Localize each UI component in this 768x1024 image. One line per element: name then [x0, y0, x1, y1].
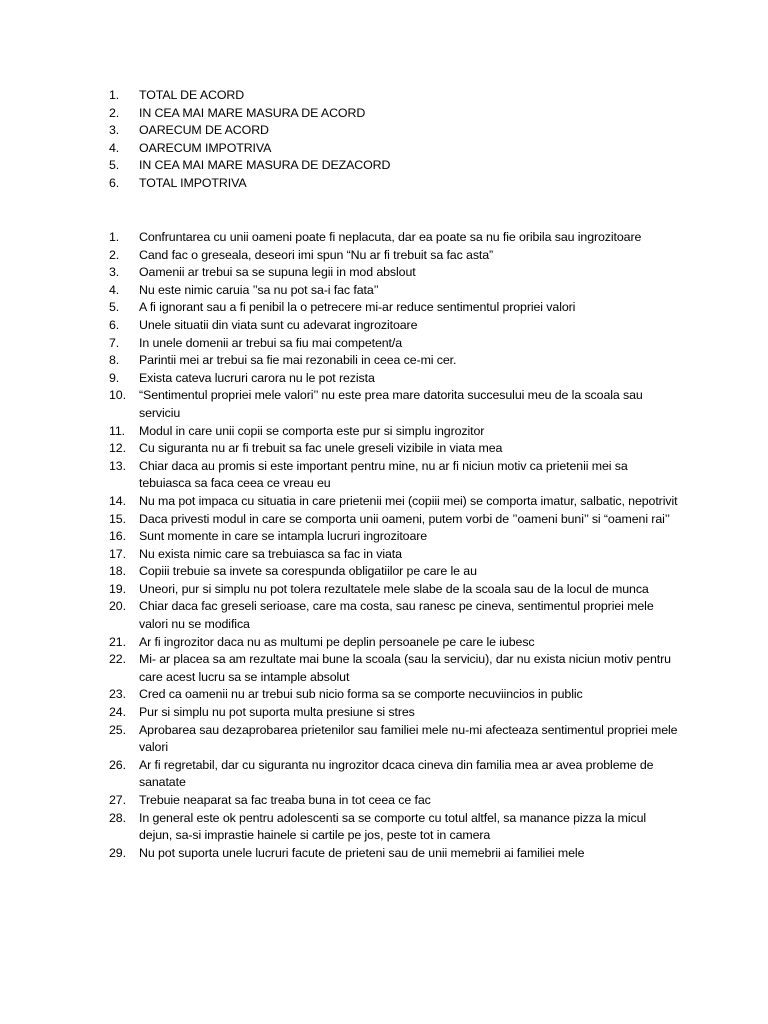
- statement-item: [0, 511, 679, 529]
- item-text: Pur si simplu nu pot suporta multa presiune si stres: [139, 705, 415, 720]
- item-text: Nu pot suporta unele lucruri facute de prieteni sau de unii memebrii ai familiei mele: [139, 845, 585, 860]
- item-number: 6.: [109, 175, 120, 190]
- item-number: 5.: [109, 158, 120, 173]
- statement-item: [0, 247, 679, 265]
- item-text: Cand fac o greseala, deseori imi spun “Nu ar fi trebuit sa fac asta”: [139, 247, 494, 262]
- item-number: 1.: [109, 88, 120, 102]
- scale-option: [0, 87, 679, 105]
- item-text: Modul in care unii copii se comporta este pur si simplu ingrozitor: [139, 423, 485, 438]
- item-number: 4.: [109, 140, 120, 155]
- statement-item: [0, 722, 679, 757]
- statement-item: [0, 229, 679, 247]
- item-text: Unele situatii din viata sunt cu adevarat ingrozitoare: [139, 317, 418, 332]
- item-text: IN CEA MAI MARE MASURA DE ACORD: [139, 105, 366, 120]
- statement-item: [0, 370, 679, 388]
- item-number: 13.: [109, 458, 126, 473]
- item-text: Ar fi ingrozitor daca nu as multumi pe deplin persoanele pe care le iubesc: [139, 634, 535, 649]
- item-text: Aprobarea sau dezaprobarea prietenilor sau familiei mele nu-mi afecteaza sentimentul propriei mele valori: [139, 722, 678, 755]
- statement-item: [0, 845, 679, 863]
- statement-item: [0, 581, 679, 599]
- scale-option: [0, 140, 679, 158]
- item-text: In general este ok pentru adolescenti sa se comporte cu totul altfel, sa manance pizza la micul dejun, sa-si imprastie hainele si cartile pe jos, peste tot in camera: [139, 810, 647, 843]
- item-number: 27.: [109, 793, 126, 807]
- statement-item: [0, 423, 679, 441]
- item-number: 9.: [109, 370, 120, 385]
- item-number: 2.: [109, 247, 120, 262]
- statements-list: [0, 229, 679, 862]
- item-text: TOTAL IMPOTRIVA: [139, 175, 247, 190]
- item-number: 28.: [109, 810, 126, 825]
- item-text: Exista cateva lucruri carora nu le pot rezista: [139, 370, 375, 385]
- item-number: 4.: [109, 282, 120, 297]
- item-number: 21.: [109, 634, 126, 649]
- scale-option: [0, 105, 679, 123]
- statement-item: [0, 335, 679, 353]
- scale-option: [0, 122, 679, 140]
- statement-item: [0, 792, 679, 810]
- item-text: Trebuie neaparat sa fac treaba buna in tot ceea ce fac: [139, 793, 431, 807]
- item-number: 12.: [109, 441, 126, 456]
- item-text: Nu este nimic caruia ’’sa nu pot sa-i fac fata’’: [139, 282, 379, 297]
- item-text: Parintii mei ar trebui sa fie mai rezonabili in ceea ce-mi cer.: [139, 353, 457, 368]
- scale-option: [0, 175, 679, 193]
- statement-item: [0, 810, 679, 845]
- statement-item: [0, 634, 679, 652]
- statement-item: [0, 493, 679, 511]
- statement-item: [0, 264, 679, 282]
- item-text: Daca privesti modul in care se comporta unii oameni, putem vorbi de ’’oameni buni’’ si “oameni rai’’: [139, 511, 670, 526]
- item-number: 17.: [109, 546, 126, 561]
- statement-item: [0, 651, 679, 686]
- item-number: 25.: [109, 722, 126, 737]
- statement-item: [0, 546, 679, 564]
- statement-item: [0, 704, 679, 722]
- item-text: In unele domenii ar trebui sa fiu mai competent/a: [139, 335, 403, 350]
- item-text: Cred ca oamenii nu ar trebui sub nicio forma sa se comporte necuviincios in public: [139, 687, 583, 702]
- item-text: Cu siguranta nu ar fi trebuit sa fac unele greseli vizibile in viata mea: [139, 441, 503, 456]
- item-text: Nu exista nimic care sa trebuiasca sa fac in viata: [139, 546, 402, 561]
- item-text: “Sentimentul propriei mele valori’’ nu este prea mare datorita succesului meu de la scoala sau serviciu: [139, 388, 643, 420]
- item-number: 7.: [109, 335, 120, 350]
- item-text: Sunt momente in care se intampla lucruri ingrozitoare: [139, 529, 428, 544]
- item-text: TOTAL DE ACORD: [139, 88, 245, 102]
- statement-item: [0, 598, 679, 633]
- item-number: 6.: [109, 317, 120, 332]
- statement-item: [0, 282, 679, 300]
- statement-item: [0, 352, 679, 370]
- statement-item: [0, 757, 679, 792]
- statement-item: [0, 387, 679, 422]
- item-number: 23.: [109, 687, 126, 702]
- item-number: 24.: [109, 705, 126, 720]
- item-text: Chiar daca fac greseli serioase, care ma costa, sau ranesc pe cineva, sentimentul propriei mele valori nu se modifica: [139, 599, 654, 632]
- statement-item: [0, 440, 679, 458]
- item-text: Nu ma pot impaca cu situatia in care prietenii mei (copiii mei) se comporta imatur, salbatic, nepotrivit: [139, 493, 678, 508]
- statement-item: [0, 317, 679, 335]
- item-number: 1.: [109, 230, 120, 244]
- item-number: 29.: [109, 845, 126, 860]
- item-text: OARECUM IMPOTRIVA: [139, 140, 272, 155]
- item-text: Confruntarea cu unii oameni poate fi neplacuta, dar ea poate sa nu fie oribila sau ingrozitoare: [139, 230, 642, 244]
- item-text: Ar fi regretabil, dar cu siguranta nu ingrozitor dcaca cineva din familia mea ar avea probleme de sanatate: [139, 757, 654, 790]
- item-text: IN CEA MAI MARE MASURA DE DEZACORD: [139, 158, 391, 173]
- item-number: 15.: [109, 511, 126, 526]
- statement-item: [0, 299, 679, 317]
- statement-item: [0, 563, 679, 581]
- item-number: 3.: [109, 265, 120, 280]
- item-text: Copiii trebuie sa invete sa corespunda obligatiilor pe care le au: [139, 564, 477, 579]
- statement-item: [0, 528, 679, 546]
- item-number: 2.: [109, 105, 120, 120]
- item-number: 26.: [109, 757, 126, 772]
- item-number: 10.: [109, 388, 126, 403]
- item-number: 14.: [109, 493, 126, 508]
- scale-option: [0, 157, 679, 175]
- item-number: 20.: [109, 599, 126, 614]
- item-text: Chiar daca au promis si este important pentru mine, nu ar fi niciun motiv ca prietenii mei sa tebuiasca sa faca ceea ce vreau eu: [139, 458, 628, 491]
- statement-item: [0, 686, 679, 704]
- item-text: Mi- ar placea sa am rezultate mai bune la scoala (sau la serviciu), dar nu exista niciun motiv pentru care acest lucru sa se intample absolut: [139, 652, 671, 684]
- item-number: 5.: [109, 300, 120, 315]
- item-number: 16.: [109, 529, 126, 544]
- item-number: 18.: [109, 564, 126, 579]
- item-text: OARECUM DE ACORD: [139, 123, 269, 138]
- item-number: 11.: [109, 423, 126, 438]
- item-number: 19.: [109, 581, 126, 596]
- item-number: 3.: [109, 123, 120, 138]
- statement-item: [0, 458, 679, 493]
- item-text: Oamenii ar trebui sa se supuna legii in mod abslout: [139, 265, 416, 280]
- item-number: 8.: [109, 353, 120, 368]
- item-text: A fi ignorant sau a fi penibil la o petrecere mi-ar reduce sentimentul propriei valori: [139, 300, 576, 315]
- item-number: 22.: [109, 652, 126, 667]
- item-text: Uneori, pur si simplu nu pot tolera rezultatele mele slabe de la scoala sau de la locul de munca: [139, 581, 649, 596]
- response-scale-list: [0, 87, 679, 193]
